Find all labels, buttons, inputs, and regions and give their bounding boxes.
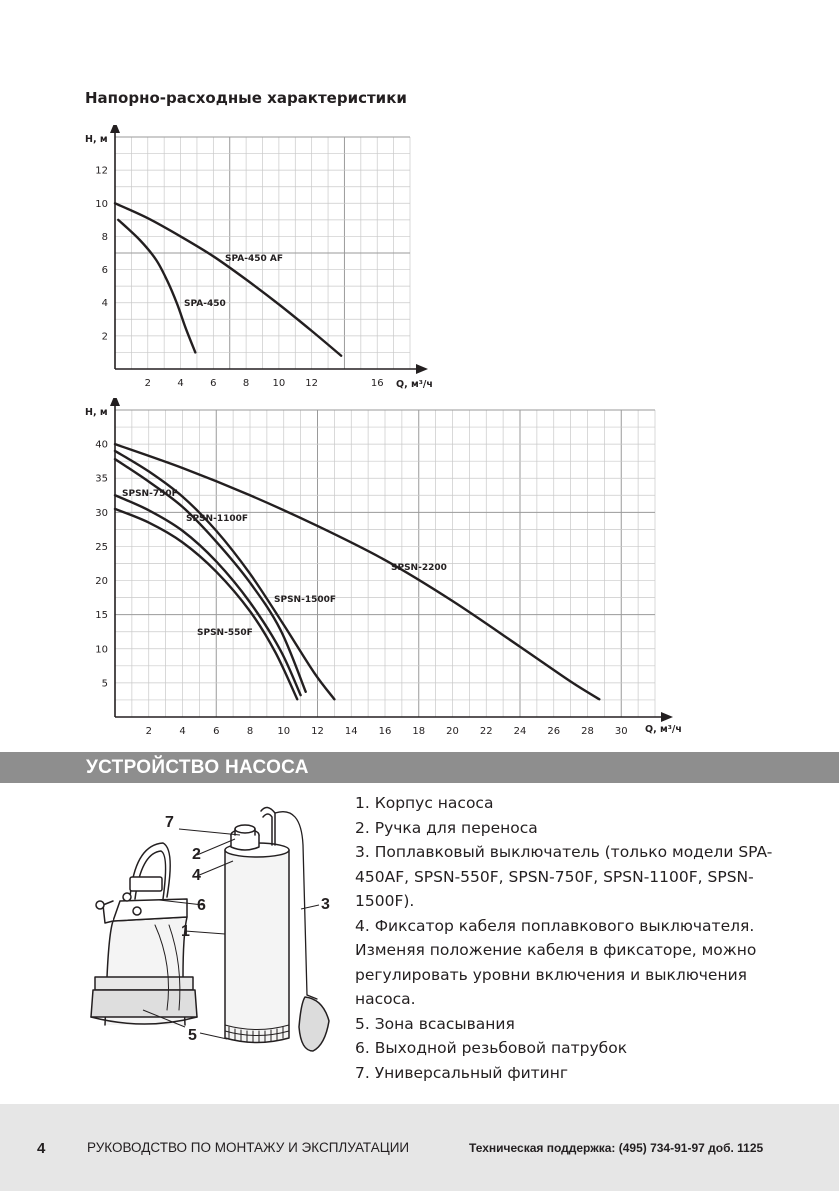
series-label-spsn-2200: SPSN-2200 — [391, 563, 447, 573]
x-tick-label: 30 — [614, 726, 628, 737]
pump-spsn-drawing — [225, 807, 329, 1051]
x-tick-label: 16 — [378, 726, 392, 737]
parts-list-item: 1. Корпус насоса — [355, 794, 494, 812]
parts-list — [355, 791, 775, 1085]
series-label-spsn-550f: SPSN-550F — [197, 628, 253, 638]
callout-6: 6 — [197, 897, 206, 914]
y-tick-label: 6 — [101, 265, 108, 277]
chart-spa — [75, 125, 445, 395]
page-number: 4 — [37, 1140, 46, 1157]
chart-spa-axes — [110, 125, 428, 374]
y-axis-arrow — [110, 125, 120, 133]
chart-spa-y-ticks — [95, 166, 108, 343]
callout-2: 2 — [192, 846, 201, 863]
x-tick-label: 2 — [145, 726, 152, 737]
chart-spsn-series — [115, 444, 599, 699]
chart-spa-series — [115, 203, 341, 355]
x-tick-label: 2 — [144, 378, 151, 389]
x-tick-label: 26 — [547, 726, 561, 737]
x-tick-label: 12 — [305, 378, 319, 389]
y-tick-label: 10 — [95, 198, 108, 210]
series-line-spsn-750f — [115, 495, 301, 695]
x-tick-label: 8 — [246, 726, 254, 737]
y-tick-label: 5 — [101, 678, 108, 690]
x-tick-label: 8 — [242, 378, 250, 389]
x-tick-label: 20 — [446, 726, 459, 737]
chart-spsn-x-ticks — [146, 726, 628, 737]
x-axis-arrow — [416, 364, 428, 374]
callout-5: 5 — [188, 1027, 197, 1044]
x-tick-label: 12 — [311, 726, 324, 737]
x-tick-label: 6 — [210, 378, 217, 389]
y-tick-label: 2 — [101, 331, 108, 343]
x-tick-label: 14 — [344, 726, 358, 737]
parts-list-item: 7. Универсальный фитинг — [355, 1063, 569, 1082]
x-tick-label: 18 — [412, 726, 426, 737]
x-tick-label: 10 — [277, 726, 291, 737]
series-label-spsn-1100f: SPSN-1100F — [186, 514, 249, 524]
parts-list-item: 3. Поплавковый выключатель (только модели SPA-450AF, SPSN-550F, SPSN-750F, SPSN-1100F, SPSN-1500F). — [355, 843, 773, 910]
chart-spa-y-axis-label: H, м — [85, 134, 108, 145]
series-label-spa-450: SPA-450 — [184, 299, 226, 309]
y-tick-label: 20 — [95, 576, 108, 588]
series-line-spsn-2200 — [115, 444, 599, 699]
x-tick-label: 10 — [272, 378, 286, 389]
series-label-spsn-1500f: SPSN-1500F — [274, 595, 337, 605]
chart-spsn-grid — [115, 410, 655, 717]
callout-4: 4 — [192, 867, 201, 884]
callout-3: 3 — [321, 896, 330, 913]
x-tick-label: 22 — [479, 726, 493, 737]
callout-7: 7 — [165, 814, 174, 831]
series-line-spa-450-af — [115, 203, 341, 355]
parts-list-item: 6. Выходной резьбовой патрубок — [355, 1039, 628, 1057]
y-tick-label: 12 — [95, 165, 108, 177]
parts-list-item: 5. Зона всасывания — [355, 1014, 515, 1033]
y-axis-arrow — [110, 398, 120, 406]
y-tick-label: 40 — [95, 439, 108, 451]
pump-illustration — [75, 805, 355, 1070]
y-tick-label: 10 — [95, 644, 108, 656]
x-tick-label: 24 — [513, 726, 527, 737]
footer-support-phone: Техническая поддержка: (495) 734-91-97 доб. 1125 — [469, 1141, 764, 1155]
y-tick-label: 25 — [95, 541, 108, 553]
parts-list-item: 4. Фиксатор кабеля поплавкового выключателя. Изменяя положение кабеля в фиксаторе, можно регулировать уровни включения и выключения насоса. — [355, 916, 757, 1008]
callout-1: 1 — [181, 923, 190, 940]
x-tick-label: 28 — [581, 726, 594, 737]
chart-heading: Напорно-расходные характеристики — [85, 89, 407, 107]
x-tick-label: 4 — [179, 726, 186, 737]
chart-spsn-x-axis-label: Q, м³/ч — [645, 724, 682, 735]
y-tick-label: 15 — [95, 610, 108, 622]
chart-spsn-y-axis-label: H, м — [85, 407, 108, 418]
parts-list-item: 2. Ручка для переноса — [355, 818, 538, 837]
section-title: УСТРОЙСТВО НАСОСА — [86, 757, 309, 778]
chart-spa-x-ticks — [145, 378, 384, 389]
chart-spsn-axes — [110, 398, 673, 722]
y-tick-label: 30 — [95, 507, 108, 519]
x-tick-label: 16 — [370, 378, 384, 389]
series-label-spsn-750f: SPSN-750F — [122, 489, 178, 499]
y-tick-label: 8 — [101, 231, 108, 243]
y-tick-label: 4 — [101, 298, 108, 310]
chart-spa-grid — [115, 137, 410, 369]
y-tick-label: 35 — [95, 473, 108, 485]
series-label-spa-450af: SPA-450 AF — [225, 254, 283, 264]
x-tick-label: 6 — [213, 726, 220, 737]
chart-spa-x-axis-label: Q, м³/ч — [396, 379, 433, 390]
chart-spsn-y-ticks — [95, 440, 108, 690]
footer-title: РУКОВОДСТВО ПО МОНТАЖУ И ЭКСПЛУАТАЦИИ — [87, 1140, 410, 1155]
x-tick-label: 4 — [177, 378, 184, 389]
chart-spsn — [75, 398, 695, 743]
x-axis-arrow — [661, 712, 673, 722]
